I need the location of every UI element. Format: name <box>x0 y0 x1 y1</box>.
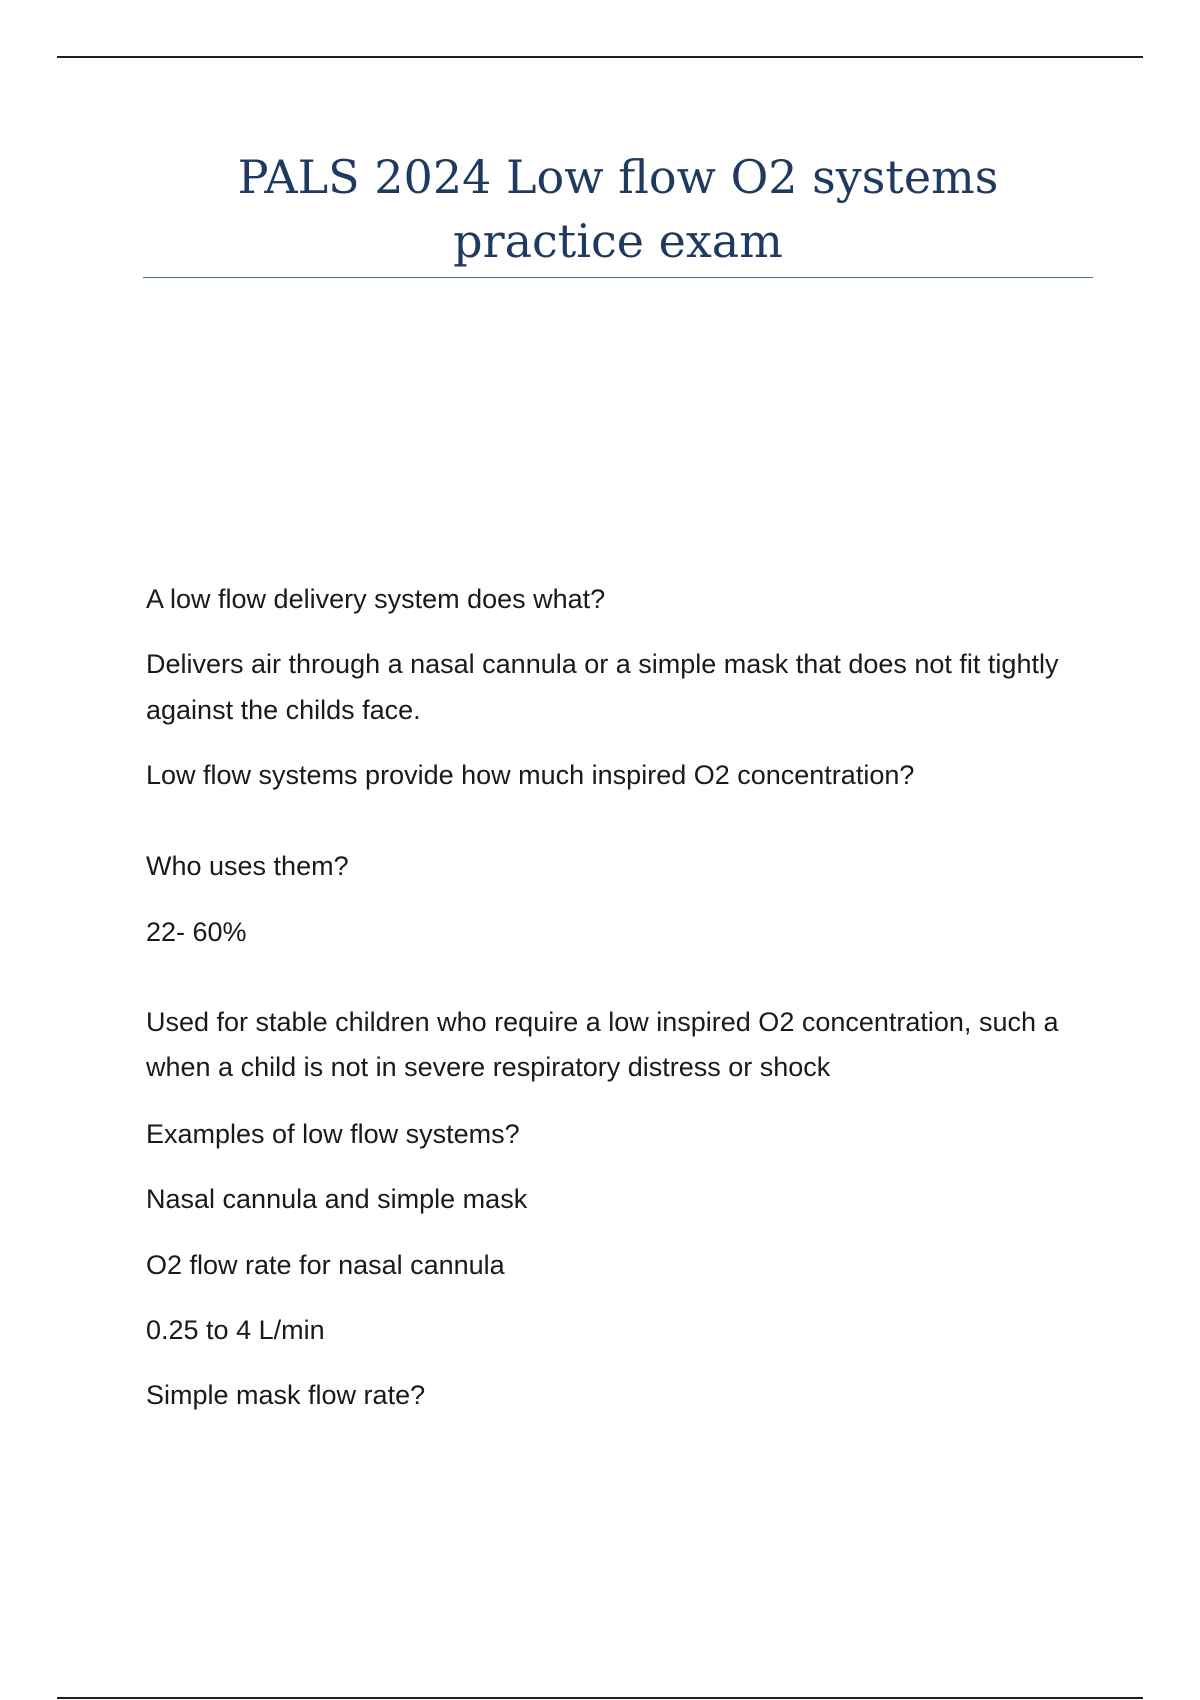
question-text: Low flow systems provide how much inspired O2 concentration? <box>146 760 915 790</box>
answer-text: Nasal cannula and simple mask <box>146 1184 528 1214</box>
question-text: A low flow delivery system does what? <box>146 584 606 614</box>
question-text: Who uses them? <box>146 851 349 881</box>
answer-text: Used for stable children who require a low inspired O2 concentration, such a when a child is not in severe respiratory distress or shock <box>146 1007 1059 1082</box>
title-underline <box>143 277 1093 278</box>
document-title: PALS 2024 Low flow O2 systems practice exam <box>237 150 999 268</box>
question-text: O2 flow rate for nasal cannula <box>146 1250 505 1280</box>
answer-text: Delivers air through a nasal cannula or a simple mask that does not fit tightly against the childs face. <box>146 649 1059 725</box>
question-text: Examples of low flow systems? <box>146 1119 520 1149</box>
top-divider <box>57 56 1143 58</box>
answer-text: 22- 60% <box>146 917 247 947</box>
question-text: Simple mask flow rate? <box>146 1380 426 1410</box>
answer-text: 0.25 to 4 L/min <box>146 1315 325 1345</box>
bottom-divider <box>57 1697 1143 1699</box>
